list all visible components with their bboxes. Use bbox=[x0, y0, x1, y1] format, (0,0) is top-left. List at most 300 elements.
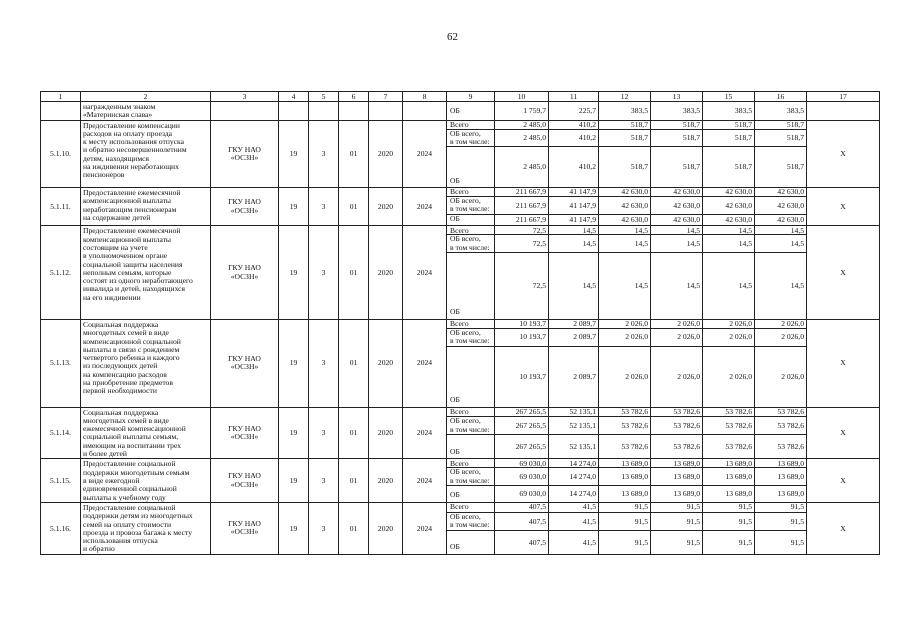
description-line: на приобретение предметов bbox=[83, 378, 173, 388]
empty-cell bbox=[369, 102, 403, 121]
amount-cell: 13 689,0 bbox=[599, 459, 651, 468]
amount-cell: 14 274,0 bbox=[549, 459, 599, 468]
header-cell: 3 bbox=[211, 92, 279, 102]
row-description bbox=[81, 407, 211, 459]
row-description bbox=[81, 502, 211, 554]
amount-cell: 14,5 bbox=[755, 226, 807, 235]
amount-cell: 2 026,0 bbox=[703, 328, 755, 346]
continuation-row bbox=[41, 102, 880, 121]
amount-cell: 267 265,5 bbox=[495, 435, 549, 459]
table-row bbox=[41, 188, 880, 197]
code-c8: 2024 bbox=[403, 120, 447, 188]
amount-cell: 518,7 bbox=[651, 120, 703, 129]
amount-cell: 518,7 bbox=[599, 129, 651, 147]
funding-source: Всего bbox=[447, 319, 495, 328]
amount-cell: 2 026,0 bbox=[755, 346, 807, 407]
executor-line: ГКУ НАО bbox=[228, 423, 261, 433]
executor bbox=[211, 226, 279, 320]
amount-cell: 53 782,6 bbox=[755, 416, 807, 434]
amount-cell: 42 630,0 bbox=[599, 197, 651, 215]
funding-source bbox=[447, 235, 495, 253]
amount-cell: 1 759,7 bbox=[495, 102, 549, 121]
executor bbox=[211, 407, 279, 459]
amount-cell: 2 026,0 bbox=[703, 346, 755, 407]
code-c5: 3 bbox=[309, 502, 339, 554]
amount-cell: 2 026,0 bbox=[651, 319, 703, 328]
funding-source-line: в том числе: bbox=[450, 204, 490, 214]
code-c7: 2020 bbox=[369, 319, 403, 407]
executor bbox=[211, 459, 279, 503]
description-line: состоят из одного неработающего bbox=[83, 276, 193, 286]
row-description bbox=[81, 459, 211, 503]
description-line: на его иждивении bbox=[83, 292, 141, 302]
executor bbox=[211, 502, 279, 554]
amount-cell: 13 689,0 bbox=[703, 459, 755, 468]
amount-cell: 13 689,0 bbox=[703, 485, 755, 502]
table-row bbox=[41, 407, 880, 416]
amount-cell: 42 630,0 bbox=[651, 214, 703, 226]
amount-cell: 42 630,0 bbox=[703, 214, 755, 226]
row-number: 5.1.14. bbox=[41, 407, 81, 459]
code-c4: 19 bbox=[279, 226, 309, 320]
executor-line: «ОСЗН» bbox=[230, 152, 259, 162]
code-c4: 19 bbox=[279, 120, 309, 188]
amount-cell: 13 689,0 bbox=[755, 485, 807, 502]
description-line: на содержание детей bbox=[83, 213, 151, 223]
row-description bbox=[81, 319, 211, 407]
empty-cell bbox=[339, 102, 369, 121]
amount-cell: 383,5 bbox=[703, 102, 755, 121]
mark-x: X bbox=[807, 226, 880, 320]
amount-cell: 518,7 bbox=[703, 120, 755, 129]
mark-x: X bbox=[807, 120, 880, 188]
empty-cell bbox=[309, 102, 339, 121]
funding-source: ОБ bbox=[447, 214, 495, 226]
amount-cell: 13 689,0 bbox=[755, 468, 807, 486]
funding-source bbox=[447, 416, 495, 434]
amount-cell: 267 265,5 bbox=[495, 407, 549, 416]
amount-cell: 211 667,9 bbox=[495, 214, 549, 226]
amount-cell: 211 667,9 bbox=[495, 197, 549, 215]
header-cell: 13 bbox=[651, 92, 703, 102]
description-line: выплаты к учебному году bbox=[83, 492, 166, 502]
amount-cell: 14,5 bbox=[549, 226, 599, 235]
funding-source-line: ОБ всего, bbox=[450, 467, 481, 477]
amount-cell: 518,7 bbox=[755, 147, 807, 188]
funding-source-line: в том числе: bbox=[450, 424, 490, 434]
amount-cell: 14,5 bbox=[651, 226, 703, 235]
description-line: к месту использования отпуска bbox=[83, 137, 185, 147]
code-c6: 01 bbox=[339, 226, 369, 320]
amount-cell: 13 689,0 bbox=[599, 485, 651, 502]
header-cell: 2 bbox=[81, 92, 211, 102]
description-line: и более детей bbox=[83, 449, 127, 459]
description-line: первой необходимости bbox=[83, 386, 157, 396]
code-c8: 2024 bbox=[403, 459, 447, 503]
amount-cell: 518,7 bbox=[651, 147, 703, 188]
amount-cell: 2 026,0 bbox=[599, 319, 651, 328]
table-row bbox=[41, 120, 880, 129]
amount-cell: 91,5 bbox=[703, 512, 755, 531]
table-row bbox=[41, 459, 880, 468]
code-c5: 3 bbox=[309, 188, 339, 226]
amount-cell: 42 630,0 bbox=[651, 197, 703, 215]
amount-cell: 53 782,6 bbox=[703, 407, 755, 416]
amount-cell: 2 485,0 bbox=[495, 129, 549, 147]
executor bbox=[211, 188, 279, 226]
amount-cell: 53 782,6 bbox=[651, 407, 703, 416]
amount-cell: 52 135,1 bbox=[549, 407, 599, 416]
description-line: многодетных семей в виде bbox=[83, 328, 169, 338]
funding-source: Всего bbox=[447, 188, 495, 197]
amount-cell: 14,5 bbox=[703, 235, 755, 253]
amount-cell: 10 193,7 bbox=[495, 346, 549, 407]
page-number: 62 bbox=[447, 31, 458, 43]
funding-source-line: в том числе: bbox=[450, 242, 490, 252]
funding-source bbox=[447, 197, 495, 215]
header-cell: 12 bbox=[599, 92, 651, 102]
code-c6: 01 bbox=[339, 502, 369, 554]
header-cell: 8 bbox=[403, 92, 447, 102]
row-description bbox=[81, 102, 211, 121]
amount-cell: 91,5 bbox=[703, 531, 755, 554]
executor-line: «ОСЗН» bbox=[230, 479, 259, 489]
amount-cell: 2 026,0 bbox=[599, 328, 651, 346]
code-c7: 2020 bbox=[369, 188, 403, 226]
amount-cell: 10 193,7 bbox=[495, 319, 549, 328]
amount-cell: 42 630,0 bbox=[599, 214, 651, 226]
amount-cell: 42 630,0 bbox=[755, 214, 807, 226]
funding-source: ОБ bbox=[447, 346, 495, 407]
amount-cell: 52 135,1 bbox=[549, 435, 599, 459]
amount-cell: 41 147,9 bbox=[549, 188, 599, 197]
row-number bbox=[41, 102, 81, 121]
amount-cell: 518,7 bbox=[651, 129, 703, 147]
code-c4: 19 bbox=[279, 319, 309, 407]
amount-cell: 14,5 bbox=[549, 252, 599, 319]
funding-source: Всего bbox=[447, 120, 495, 129]
code-c5: 3 bbox=[309, 407, 339, 459]
amount-cell: 410,2 bbox=[549, 129, 599, 147]
code-c5: 3 bbox=[309, 319, 339, 407]
code-c8: 2024 bbox=[403, 319, 447, 407]
description-line: выплаты в связи с рождением bbox=[83, 344, 180, 354]
header-cell: 7 bbox=[369, 92, 403, 102]
amount-cell: 518,7 bbox=[755, 129, 807, 147]
description-line: проезда и провоза багажа к месту bbox=[83, 527, 193, 537]
code-c7: 2020 bbox=[369, 407, 403, 459]
funding-source: Всего bbox=[447, 502, 495, 512]
mark-x: X bbox=[807, 459, 880, 503]
amount-cell: 14,5 bbox=[651, 235, 703, 253]
description-line: неработающим пенсионерам bbox=[83, 204, 177, 214]
table-row bbox=[41, 502, 880, 512]
description-line: и обратно несовершеннолетним bbox=[83, 145, 187, 155]
description-line: компенсационной выплаты bbox=[83, 234, 172, 244]
description-line: из последующих детей bbox=[83, 361, 158, 371]
amount-cell: 41,5 bbox=[549, 502, 599, 512]
funding-source-line: в том числе: bbox=[450, 520, 490, 530]
amount-cell: 53 782,6 bbox=[651, 416, 703, 434]
amount-cell: 2 026,0 bbox=[651, 346, 703, 407]
code-c5: 3 bbox=[309, 459, 339, 503]
amount-cell: 91,5 bbox=[599, 531, 651, 554]
funding-source: ОБ bbox=[447, 485, 495, 502]
description-line: компенсационной выплаты bbox=[83, 196, 172, 206]
amount-cell: 13 689,0 bbox=[651, 459, 703, 468]
amount-cell: 410,2 bbox=[549, 147, 599, 188]
header-cell: 5 bbox=[309, 92, 339, 102]
amount-cell: 14 274,0 bbox=[549, 485, 599, 502]
amount-cell: 53 782,6 bbox=[703, 435, 755, 459]
empty-cell bbox=[807, 102, 880, 121]
amount-cell: 407,5 bbox=[495, 512, 549, 531]
mark-x: X bbox=[807, 319, 880, 407]
description-line: имеющим на воспитании трех bbox=[83, 440, 182, 450]
funding-source-line: ОБ всего, bbox=[450, 234, 481, 244]
code-c8: 2024 bbox=[403, 226, 447, 320]
code-c5: 3 bbox=[309, 226, 339, 320]
description-line: в уполномоченном органе bbox=[83, 251, 168, 261]
description-line: «Материнская слава» bbox=[83, 110, 153, 120]
description-line: Предоставление социальной bbox=[83, 459, 176, 469]
header-cell: 11 bbox=[549, 92, 599, 102]
amount-cell: 14,5 bbox=[755, 252, 807, 319]
amount-cell: 383,5 bbox=[755, 102, 807, 121]
amount-cell: 14,5 bbox=[651, 252, 703, 319]
funding-source: Всего bbox=[447, 226, 495, 235]
funding-source-line: в том числе: bbox=[450, 336, 490, 346]
description-line: и обратно bbox=[83, 544, 115, 554]
amount-cell: 14,5 bbox=[755, 235, 807, 253]
amount-cell: 91,5 bbox=[755, 512, 807, 531]
amount-cell: 2 485,0 bbox=[495, 120, 549, 129]
row-number: 5.1.16. bbox=[41, 502, 81, 554]
amount-cell: 383,5 bbox=[599, 102, 651, 121]
amount-cell: 518,7 bbox=[755, 120, 807, 129]
funding-source-line: ОБ всего, bbox=[450, 512, 481, 522]
amount-cell: 14,5 bbox=[599, 252, 651, 319]
amount-cell: 14,5 bbox=[703, 252, 755, 319]
amount-cell: 42 630,0 bbox=[599, 188, 651, 197]
amount-cell: 225,7 bbox=[549, 102, 599, 121]
amount-cell: 2 026,0 bbox=[651, 328, 703, 346]
amount-cell: 13 689,0 bbox=[599, 468, 651, 486]
row-description bbox=[81, 188, 211, 226]
amount-cell: 91,5 bbox=[755, 531, 807, 554]
funding-source: ОБ bbox=[447, 102, 495, 121]
funding-source bbox=[447, 328, 495, 346]
description-line: неполным семьям, которые bbox=[83, 267, 172, 277]
executor-line: ГКУ НАО bbox=[228, 197, 261, 207]
table-row bbox=[41, 319, 880, 328]
executor-line: ГКУ НАО bbox=[228, 353, 261, 363]
empty-cell bbox=[211, 102, 279, 121]
amount-cell: 42 630,0 bbox=[703, 197, 755, 215]
amount-cell: 10 193,7 bbox=[495, 328, 549, 346]
executor-line: «ОСЗН» bbox=[230, 527, 259, 537]
header-cell: 10 bbox=[495, 92, 549, 102]
description-line: Предоставление ежемесячной bbox=[83, 226, 181, 236]
description-line: Социальная поддержка bbox=[83, 319, 159, 329]
amount-cell: 42 630,0 bbox=[755, 197, 807, 215]
description-line: состоящим на учете bbox=[83, 242, 148, 252]
amount-cell: 267 265,5 bbox=[495, 416, 549, 434]
amount-cell: 42 630,0 bbox=[755, 188, 807, 197]
code-c4: 19 bbox=[279, 407, 309, 459]
budget-table bbox=[40, 91, 880, 555]
amount-cell: 53 782,6 bbox=[599, 407, 651, 416]
funding-source bbox=[447, 512, 495, 531]
amount-cell: 13 689,0 bbox=[651, 468, 703, 486]
amount-cell: 407,5 bbox=[495, 502, 549, 512]
amount-cell: 41,5 bbox=[549, 531, 599, 554]
row-number: 5.1.15. bbox=[41, 459, 81, 503]
amount-cell: 91,5 bbox=[651, 502, 703, 512]
amount-cell: 14 274,0 bbox=[549, 468, 599, 486]
description-line: расходов на оплату проезда bbox=[83, 128, 173, 138]
amount-cell: 72,5 bbox=[495, 235, 549, 253]
amount-cell: 52 135,1 bbox=[549, 416, 599, 434]
header-cell: 6 bbox=[339, 92, 369, 102]
executor-line: «ОСЗН» bbox=[230, 205, 259, 215]
amount-cell: 91,5 bbox=[651, 512, 703, 531]
amount-cell: 518,7 bbox=[703, 147, 755, 188]
amount-cell: 13 689,0 bbox=[755, 459, 807, 468]
code-c6: 01 bbox=[339, 319, 369, 407]
executor-line: «ОСЗН» bbox=[230, 431, 259, 441]
amount-cell: 53 782,6 bbox=[755, 435, 807, 459]
row-description bbox=[81, 120, 211, 188]
description-line: ежемесячной компенсационной bbox=[83, 424, 186, 434]
amount-cell: 518,7 bbox=[599, 147, 651, 188]
header-cell: 4 bbox=[279, 92, 309, 102]
code-c6: 01 bbox=[339, 407, 369, 459]
amount-cell: 41 147,9 bbox=[549, 197, 599, 215]
executor-line: «ОСЗН» bbox=[230, 271, 259, 281]
amount-cell: 53 782,6 bbox=[599, 416, 651, 434]
amount-cell: 2 026,0 bbox=[599, 346, 651, 407]
description-line: четвертого ребенка и каждого bbox=[83, 353, 180, 363]
description-line: поддержки многодетным семьям bbox=[83, 467, 190, 477]
code-c8: 2024 bbox=[403, 502, 447, 554]
executor-line: ГКУ НАО bbox=[228, 471, 261, 481]
table-body bbox=[41, 92, 880, 555]
amount-cell: 72,5 bbox=[495, 226, 549, 235]
row-number: 5.1.12. bbox=[41, 226, 81, 320]
description-line: социальной защиты населения bbox=[83, 259, 183, 269]
amount-cell: 14,5 bbox=[549, 235, 599, 253]
amount-cell: 91,5 bbox=[599, 502, 651, 512]
funding-source: ОБ bbox=[447, 531, 495, 554]
amount-cell: 13 689,0 bbox=[651, 485, 703, 502]
code-c6: 01 bbox=[339, 459, 369, 503]
header-cell: 1 bbox=[41, 92, 81, 102]
amount-cell: 72,5 bbox=[495, 252, 549, 319]
funding-source: Всего bbox=[447, 407, 495, 416]
row-description bbox=[81, 226, 211, 320]
description-line: пенсионеров bbox=[83, 170, 125, 180]
funding-source: Всего bbox=[447, 459, 495, 468]
code-c7: 2020 bbox=[369, 502, 403, 554]
header-cell: 16 bbox=[755, 92, 807, 102]
code-c6: 01 bbox=[339, 120, 369, 188]
amount-cell: 53 782,6 bbox=[599, 435, 651, 459]
mark-x: X bbox=[807, 502, 880, 554]
executor bbox=[211, 120, 279, 188]
amount-cell: 407,5 bbox=[495, 531, 549, 554]
amount-cell: 69 030,0 bbox=[495, 468, 549, 486]
description-line: Социальная поддержка bbox=[83, 407, 159, 417]
description-line: использования отпуска bbox=[83, 536, 158, 546]
amount-cell: 410,2 bbox=[549, 120, 599, 129]
header-row bbox=[41, 92, 880, 102]
description-line: многодетных семей в виде bbox=[83, 415, 169, 425]
amount-cell: 53 782,6 bbox=[755, 407, 807, 416]
funding-source-line: ОБ всего, bbox=[450, 416, 481, 426]
amount-cell: 14,5 bbox=[599, 235, 651, 253]
amount-cell: 41 147,9 bbox=[549, 214, 599, 226]
description-line: компенсационной социальной bbox=[83, 336, 181, 346]
funding-source: ОБ bbox=[447, 147, 495, 188]
executor bbox=[211, 319, 279, 407]
description-line: инвалида и детей, находящихся bbox=[83, 284, 186, 294]
amount-cell: 91,5 bbox=[651, 531, 703, 554]
funding-source-line: в том числе: bbox=[450, 136, 490, 146]
row-number: 5.1.13. bbox=[41, 319, 81, 407]
row-number: 5.1.10. bbox=[41, 120, 81, 188]
amount-cell: 2 089,7 bbox=[549, 319, 599, 328]
code-c4: 19 bbox=[279, 188, 309, 226]
funding-source-line: ОБ всего, bbox=[450, 328, 481, 337]
amount-cell: 91,5 bbox=[703, 502, 755, 512]
amount-cell: 211 667,9 bbox=[495, 188, 549, 197]
header-cell: 9 bbox=[447, 92, 495, 102]
empty-cell bbox=[403, 102, 447, 121]
funding-source-line: в том числе: bbox=[450, 475, 490, 485]
code-c4: 19 bbox=[279, 459, 309, 503]
description-line: единовременной социальной bbox=[83, 484, 177, 494]
code-c6: 01 bbox=[339, 188, 369, 226]
amount-cell: 41,5 bbox=[549, 512, 599, 531]
mark-x: X bbox=[807, 407, 880, 459]
amount-cell: 518,7 bbox=[703, 129, 755, 147]
amount-cell: 69 030,0 bbox=[495, 459, 549, 468]
description-line: в виде ежегодной bbox=[83, 475, 140, 485]
amount-cell: 14,5 bbox=[599, 226, 651, 235]
funding-source: ОБ bbox=[447, 435, 495, 459]
amount-cell: 53 782,6 bbox=[651, 435, 703, 459]
amount-cell: 14,5 bbox=[703, 226, 755, 235]
amount-cell: 2 026,0 bbox=[703, 319, 755, 328]
amount-cell: 383,5 bbox=[651, 102, 703, 121]
mark-x: X bbox=[807, 188, 880, 226]
description-line: Предоставление компенсации bbox=[83, 120, 180, 130]
empty-cell bbox=[279, 102, 309, 121]
funding-source-line: ОБ всего, bbox=[450, 196, 481, 206]
row-number: 5.1.11. bbox=[41, 188, 81, 226]
amount-cell: 2 026,0 bbox=[755, 328, 807, 346]
amount-cell: 42 630,0 bbox=[703, 188, 755, 197]
amount-cell: 518,7 bbox=[599, 120, 651, 129]
amount-cell: 2 089,7 bbox=[549, 346, 599, 407]
code-c7: 2020 bbox=[369, 459, 403, 503]
amount-cell: 69 030,0 bbox=[495, 485, 549, 502]
executor-line: ГКУ НАО bbox=[228, 263, 261, 273]
executor-line: ГКУ НАО bbox=[228, 144, 261, 154]
description-line: Предоставление социальной bbox=[83, 502, 176, 512]
code-c7: 2020 bbox=[369, 120, 403, 188]
